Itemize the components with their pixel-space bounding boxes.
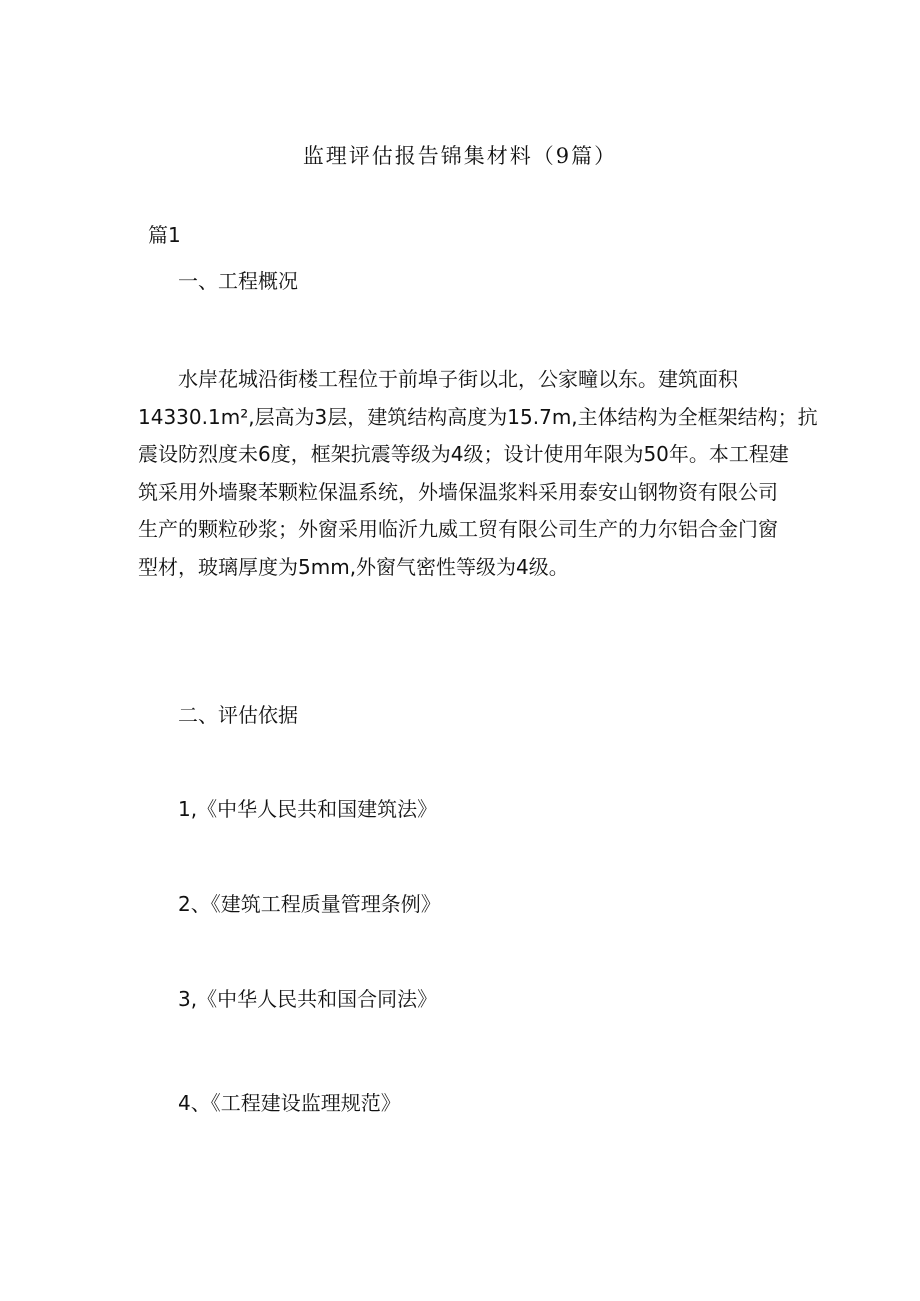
heading-project-overview: 一、工程概况 bbox=[178, 269, 298, 293]
paragraph-line: 生产的颗粒砂浆；外窗采用临沂九威工贸有限公司生产的力尔铝合金门窗 bbox=[138, 517, 778, 541]
document-title: 监理评估报告锦集材料（9篇） bbox=[302, 144, 618, 168]
reference-item: 1,《中华人民共和国建筑法》 bbox=[178, 797, 438, 821]
paragraph-line: 筑采用外墙聚苯颗粒保温系统，外墙保温浆料采用泰安山钢物资有限公司 bbox=[138, 479, 778, 504]
reference-item: 4、《工程建设监理规范》 bbox=[178, 1091, 401, 1115]
project-overview-paragraph bbox=[138, 364, 818, 589]
reference-item: 3,《中华人民共和国合同法》 bbox=[178, 987, 438, 1011]
reference-item: 2、《建筑工程质量管理条例》 bbox=[178, 892, 441, 916]
paragraph-line: 水岸花城沿街楼工程位于前埠子街以北，公家疃以东。建筑面积 bbox=[178, 367, 738, 391]
paragraph-line: 震设防烈度未6度，框架抗震等级为4级；设计使用年限为50年。本工程建 bbox=[138, 442, 789, 466]
paragraph-line: 型材，玻璃厚度为5mm,外窗气密性等级为4级。 bbox=[138, 554, 569, 579]
paragraph-line: 14330.1m²,层高为3层，建筑结构高度为15.7m,主体结构为全框架结构；抗 bbox=[138, 404, 818, 429]
heading-evaluation-basis: 二、评估依据 bbox=[178, 703, 298, 727]
section-label: 篇1 bbox=[148, 223, 181, 247]
